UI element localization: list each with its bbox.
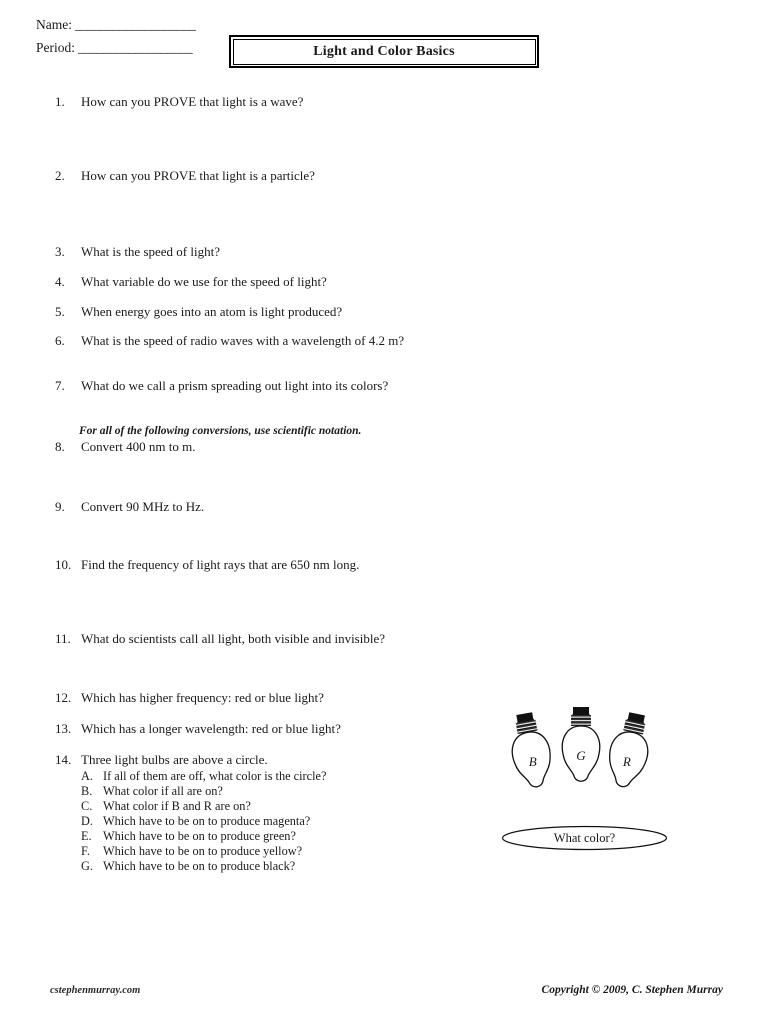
question-number: 13. [55,721,72,736]
question-text: Which has higher frequency: red or blue light? [81,690,324,705]
subquestion-item [81,769,326,783]
question-text: How can you PROVE that light is a particle? [81,168,315,183]
name-blank-line[interactable]: ___________________ [75,17,196,32]
question-item [55,334,404,349]
subquestion-text: Which have to be on to produce green? [103,829,296,843]
question-item [55,440,195,455]
subquestion-text: If all of them are off, what color is the circle? [103,769,327,783]
period-label: Period: [36,39,75,55]
subquestion-text: Which have to be on to produce yellow? [103,844,303,858]
light-bulb-label: G [576,748,586,763]
name-label: Name: [36,17,72,32]
question-number: 3. [55,244,65,259]
instruction-note: For all of the following conversions, use scientific notation. [79,425,362,437]
subquestion-label: F. [81,844,90,858]
question-text: What do we call a prism spreading out light into its colors? [81,378,389,393]
subquestion-label: A. [81,769,93,783]
light-bulb-icon [501,707,561,798]
question-item [55,95,303,110]
question-text: Three light bulbs are above a circle. [81,752,268,767]
circle-label: What color? [553,830,616,845]
subquestion-item [81,859,295,873]
question-number: 11. [55,631,71,646]
question-number: 5. [55,304,65,319]
question-item [55,500,204,515]
subquestion-label: B. [81,784,93,798]
period-blank-line[interactable]: __________________ [78,39,193,55]
question-text: Find the frequency of light rays that are 650 nm long. [81,557,360,572]
question-text: When energy goes into an atom is light produced? [81,304,343,319]
subquestion-label: D. [81,814,93,828]
question-number: 8. [55,439,65,454]
question-number: 9. [55,499,65,514]
question-text: Convert 400 nm to m. [81,439,196,454]
subquestion-item [81,799,251,813]
worksheet-title-box [229,35,539,68]
light-bulb-label: B [528,753,537,769]
subquestion-text: What color if all are on? [103,784,223,798]
question-text: How can you PROVE that light is a wave? [81,94,304,109]
question-item [55,691,324,706]
subquestion-text: Which have to be on to produce black? [103,859,296,873]
subquestion-label: E. [81,829,92,843]
question-item [55,245,220,260]
question-item [55,275,327,290]
subquestion-label: C. [81,799,93,813]
question-text: Convert 90 MHz to Hz. [81,499,205,514]
footer-website[interactable]: cstephenmurray.com [50,985,141,996]
light-bulb-icon [598,706,660,798]
question-number: 1. [55,94,65,109]
footer-copyright: Copyright © 2009, C. Stephen Murray [541,984,723,996]
question-text: Which has a longer wavelength: red or blue light? [81,721,341,736]
question-number: 14. [55,752,72,767]
period-row [36,41,236,55]
question-text: What do scientists call all light, both visible and invisible? [81,631,386,646]
question-item [55,169,315,184]
worksheet-title-box-inner [233,39,536,65]
question-number: 4. [55,274,65,289]
question-item [55,753,268,768]
question-item [55,722,341,737]
question-number: 12. [55,690,72,705]
circle-shape [501,825,668,851]
page-title: Light and Color Basics [313,43,455,59]
subquestion-item [81,814,310,828]
question-number: 6. [55,333,65,348]
question-text: What is the speed of light? [81,244,220,259]
question-item [55,632,385,647]
question-item [55,379,388,394]
question-text: What variable do we use for the speed of light? [81,274,327,289]
question-text: What is the speed of radio waves with a wavelength of 4.2 m? [81,333,405,348]
light-bulb-label: R [622,753,631,769]
subquestion-text: Which have to be on to produce magenta? [103,814,311,828]
question-item [55,305,342,320]
subquestion-item [81,829,296,843]
subquestion-label: G. [81,859,93,873]
light-bulb-icon [558,704,604,788]
question-number: 7. [55,378,65,393]
student-info-block [36,18,236,63]
subquestion-item [81,844,302,858]
question-item [55,558,359,573]
subquestion-text: What color if B and R are on? [103,799,251,813]
light-bulb-diagram [508,702,668,794]
subquestion-item [81,784,223,798]
question-number: 10. [55,557,72,572]
name-row [36,18,236,32]
question-number: 2. [55,168,65,183]
